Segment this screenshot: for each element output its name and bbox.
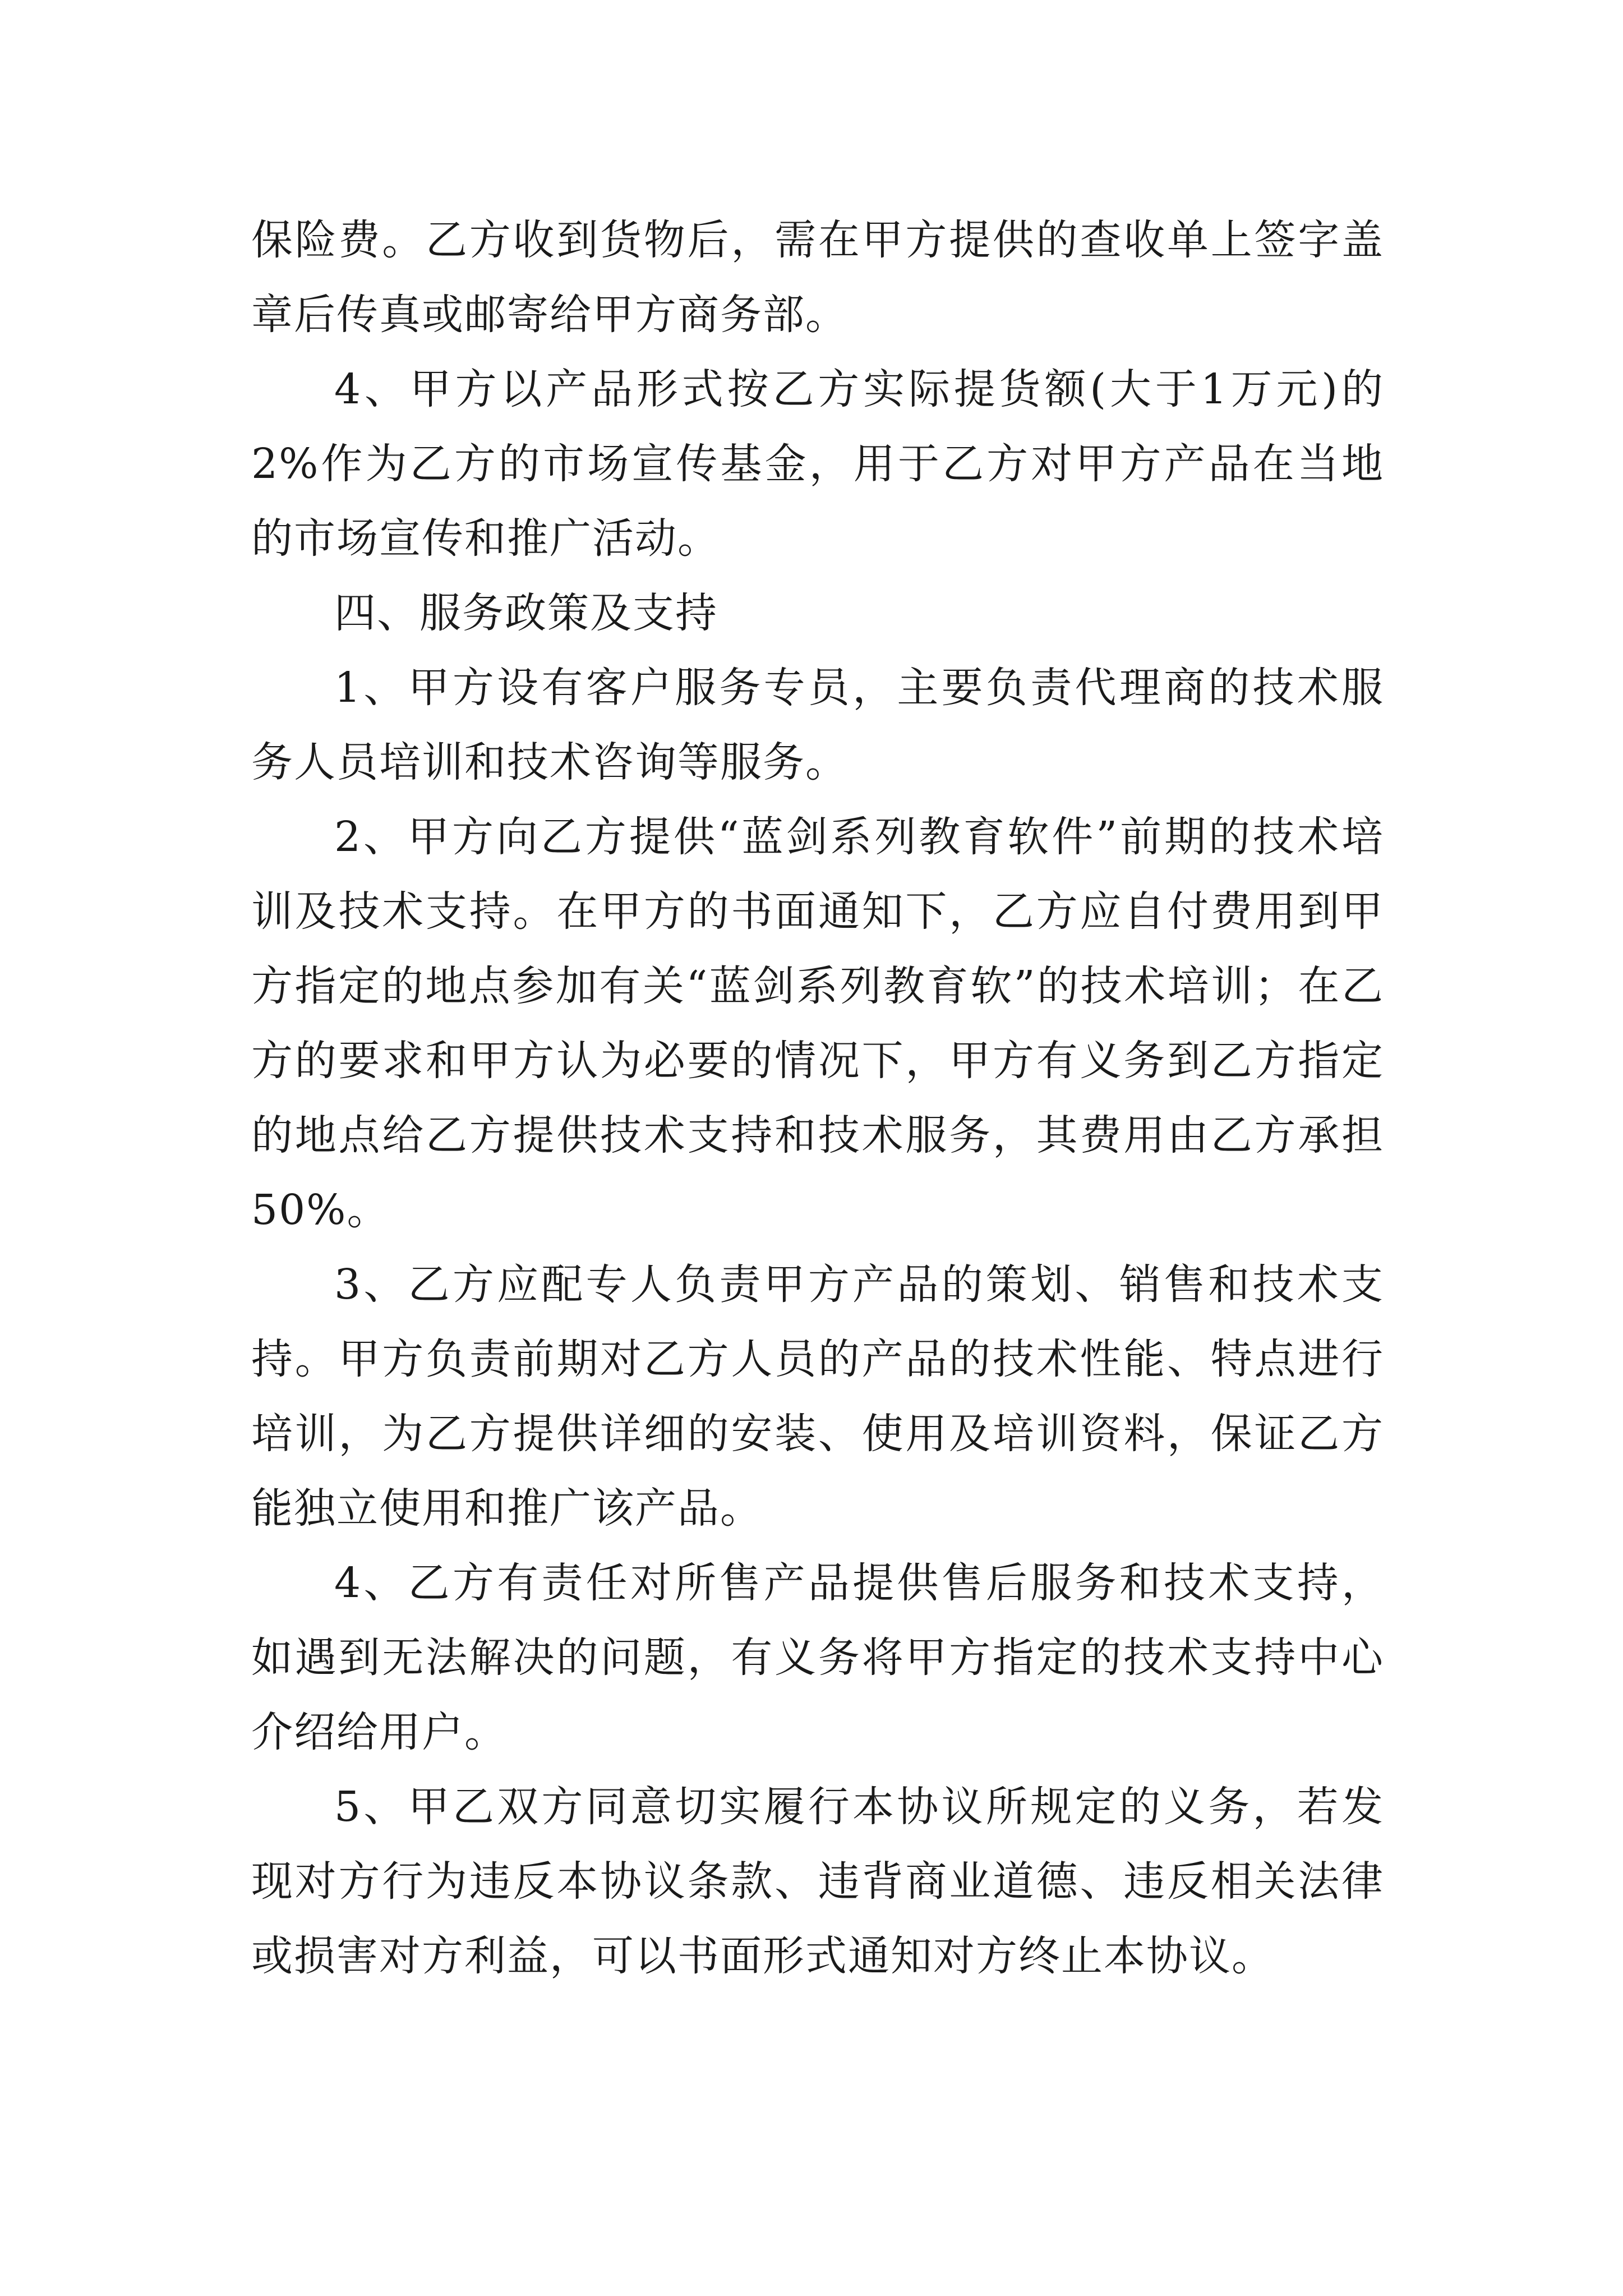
paragraph-item-1: 1、甲方设有客户服务专员，主要负责代理商的技术服务人员培训和技术咨询等服务。	[251, 664, 1384, 786]
section-heading-service-policy: 四、服务政策及支持	[334, 589, 718, 637]
paragraph-item-5: 5、甲乙双方同意切实履行本协议所规定的义务，若发现对方行为违反本协议条款、违背商业道德、违反相关法律或损害对方利益，可以书面形式通知对方终止本协议。	[251, 1783, 1384, 1980]
paragraph-marketing-fund: 4、甲方以产品形式按乙方实际提货额(大于1万元)的2%作为乙方的市场宣传基金，用于乙方对甲方产品在当地的市场宣传和推广活动。	[251, 365, 1384, 563]
paragraph-item-3: 3、乙方应配专人负责甲方产品的策划、销售和技术支持。甲方负责前期对乙方人员的产品的技术性能、特点进行培训，为乙方提供详细的安装、使用及培训资料，保证乙方能独立使用和推广该产品。	[251, 1260, 1384, 1533]
paragraph-item-4: 4、乙方有责任对所售产品提供售后服务和技术支持，如遇到无法解决的问题，有义务将甲方指定的技术支持中心介绍给用户。	[251, 1559, 1384, 1756]
document-body	[251, 203, 1384, 1994]
paragraph-continuation: 保险费。乙方收到货物后，需在甲方提供的查收单上签字盖章后传真或邮寄给甲方商务部。	[251, 216, 1384, 339]
paragraph-item-2: 2、甲方向乙方提供“蓝剑系列教育软件”前期的技术培训及技术支持。在甲方的书面通知下，乙方应自付费用到甲方指定的地点参加有关“蓝剑系列教育软”的技术培训；在乙方的要求和甲方认为必要的情况下，甲方有义务到乙方指定的地点给乙方提供技术支持和技术服务，其费用由乙方承担50%。	[251, 813, 1384, 1234]
